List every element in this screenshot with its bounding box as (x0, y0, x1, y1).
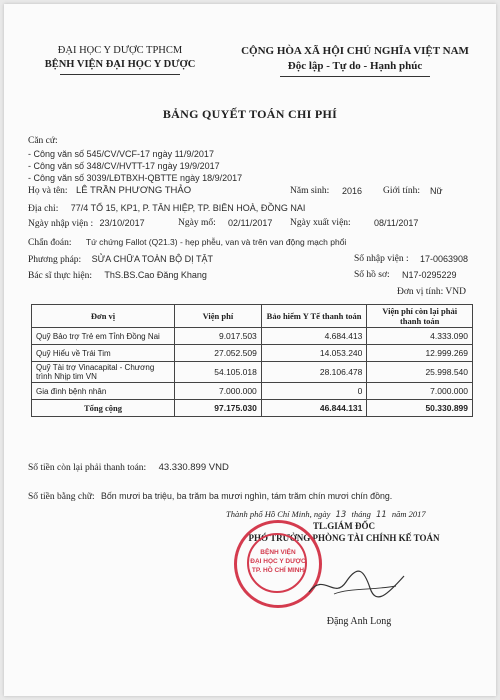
doctor-row (28, 269, 488, 282)
address-value: 77/4 TỔ 15, KP1, P. TÂN HIỆP, TP. BIÊN HOÀ, ĐỒNG NAI (70, 203, 306, 213)
total-insurance: 46.844.131 (261, 400, 367, 417)
stamp-text-mid1: ĐẠI HỌC Y DƯỢC (250, 558, 306, 565)
motto: Độc lập - Tự do - Hạnh phúc (287, 60, 423, 72)
col-header-remaining: Viện phí còn lại phải thanh toán (367, 305, 473, 328)
document-title: BẢNG QUYẾT TOÁN CHI PHÍ (162, 107, 338, 121)
discharge-date: 08/11/2017 (374, 218, 419, 228)
address-label: Địa chỉ: (28, 204, 59, 214)
admission-no-label: Số nhập viện : (354, 254, 409, 264)
total-remaining: 50.330.899 (367, 400, 473, 417)
col-header-insurance: Bảo hiểm Y Tế thanh toán (261, 305, 367, 328)
row-unit: Quỹ Hiểu về Trái Tim (32, 345, 175, 362)
row-remaining: 12.999.269 (367, 345, 473, 362)
diagnosis-row (28, 236, 346, 249)
row-remaining: 25.998.540 (367, 362, 473, 383)
date-day: 13 (335, 510, 347, 520)
row-insurance: 28.106.478 (261, 362, 367, 383)
col-header-unit: Đơn vị (32, 305, 175, 328)
header-left-divider (60, 74, 180, 75)
signature-title: TL.GIÁM ĐỐC (312, 521, 375, 531)
handwritten-signature (304, 564, 414, 604)
gender-label: Giới tính: (383, 186, 420, 196)
university-name: ĐẠI HỌC Y DƯỢC TPHCM (57, 45, 183, 56)
row-insurance: 14.053.240 (261, 345, 367, 362)
signature-position: PHÓ TRƯỞNG PHÒNG TÀI CHÍNH KẾ TOÁN (248, 533, 440, 543)
row-insurance: 0 (261, 383, 367, 400)
table-row (32, 328, 473, 345)
total-label: Tổng cộng (32, 400, 175, 417)
stamp-text-mid2: TP. HỒ CHÍ MINH (251, 567, 305, 574)
basis-item: - Công văn số 3039/LĐTBXH-QBTTE ngày 18/9/2017 (28, 173, 243, 183)
remaining-label: Số tiền còn lại phải thanh toán: (28, 463, 147, 473)
admit-label: Ngày nhập viện : (28, 219, 94, 229)
surgery-date: 02/11/2017 (228, 218, 273, 228)
remaining-value: 43.330.899 VND (158, 462, 229, 473)
birth-label: Năm sinh: (290, 186, 330, 196)
header-right (224, 44, 486, 77)
words-row (28, 490, 392, 503)
address-row (28, 202, 305, 215)
name-row (28, 185, 488, 197)
record-no-label: Số hồ sơ: (354, 270, 390, 280)
method-value: SỬA CHỮA TOÀN BỘ DỊ TẬT (91, 254, 213, 264)
doctor-label: Bác sĩ thực hiện: (28, 271, 92, 281)
hospital-name: BỆNH VIỆN ĐẠI HỌC Y DƯỢC (44, 59, 196, 70)
signer-name: Đặng Anh Long (326, 616, 392, 627)
method-label: Phương pháp: (28, 255, 82, 265)
country-name: CỘNG HÒA XÃ HỘI CHỦ NGHĨA VIỆT NAM (241, 45, 469, 57)
table-row (32, 383, 473, 400)
dates-row (28, 217, 488, 230)
diagnosis-label: Chẩn đoán: (28, 238, 72, 248)
name-label: Họ và tên: (28, 186, 68, 196)
basis-label: Căn cứ: (28, 136, 58, 146)
discharge-label: Ngày xuất viện: (290, 218, 351, 228)
date-year: năm 2017 (391, 509, 426, 519)
method-row (28, 253, 488, 266)
table-header-row (32, 305, 473, 328)
row-remaining: 7.000.000 (367, 383, 473, 400)
gender-value: Nữ (430, 186, 443, 196)
admit-date: 23/10/2017 (99, 218, 145, 228)
admission-no: 17-0063908 (420, 254, 469, 264)
record-no: N17-0295229 (402, 270, 457, 280)
col-header-fee: Viện phí (175, 305, 262, 328)
row-fee: 27.052.509 (175, 345, 262, 362)
header-left (20, 44, 220, 75)
date-month-label: tháng (351, 509, 371, 519)
surgery-label: Ngày mổ: (178, 218, 216, 228)
table-row (32, 362, 473, 383)
row-insurance: 4.684.413 (261, 328, 367, 345)
date-month: 11 (375, 510, 387, 520)
table-row (32, 345, 473, 362)
stamp-text-top: BỆNH VIỆN (260, 549, 296, 556)
basis-item: - Công văn số 545/CV/VCF-17 ngày 11/9/2017 (28, 149, 214, 159)
row-unit: Gia đình bệnh nhân (32, 383, 175, 400)
row-unit: Quỹ Bảo trợ Trẻ em Tỉnh Đồng Nai (32, 328, 175, 345)
header-right-divider (280, 76, 430, 77)
birth-year: 2016 (342, 186, 363, 196)
patient-name: LÊ TRẦN PHƯƠNG THẢO (75, 185, 192, 196)
words-value: Bốn mươi ba triệu, ba trăm ba mươi nghìn, tám trăm chín mươi chín đồng. (101, 491, 393, 501)
words-label: Số tiền bằng chữ: (28, 492, 95, 502)
date-prefix: Thành phố Hồ Chí Minh, ngày (226, 509, 331, 519)
cost-table (31, 304, 473, 417)
table-total-row (32, 400, 473, 417)
remaining-row (28, 462, 229, 474)
document-page (4, 4, 496, 696)
row-fee: 54.105.018 (175, 362, 262, 383)
row-fee: 7.000.000 (175, 383, 262, 400)
basis-item: - Công văn số 348/CV/HVTT-17 ngày 19/9/2017 (28, 161, 220, 171)
basis-section (28, 135, 242, 184)
total-fee: 97.175.030 (175, 400, 262, 417)
row-remaining: 4.333.090 (367, 328, 473, 345)
diagnosis-value: Tứ chứng Fallot (Q21.3) - hẹp phễu, van và trên van động mạch phổi (85, 237, 347, 247)
unit-note: Đơn vị tính: VND (397, 287, 466, 297)
doctor-name: ThS.BS.Cao Đăng Khang (104, 270, 207, 280)
row-fee: 9.017.503 (175, 328, 262, 345)
row-unit: Quỹ Tài trợ Vinacapital - Chương trình Nhịp tim VN (32, 362, 175, 383)
